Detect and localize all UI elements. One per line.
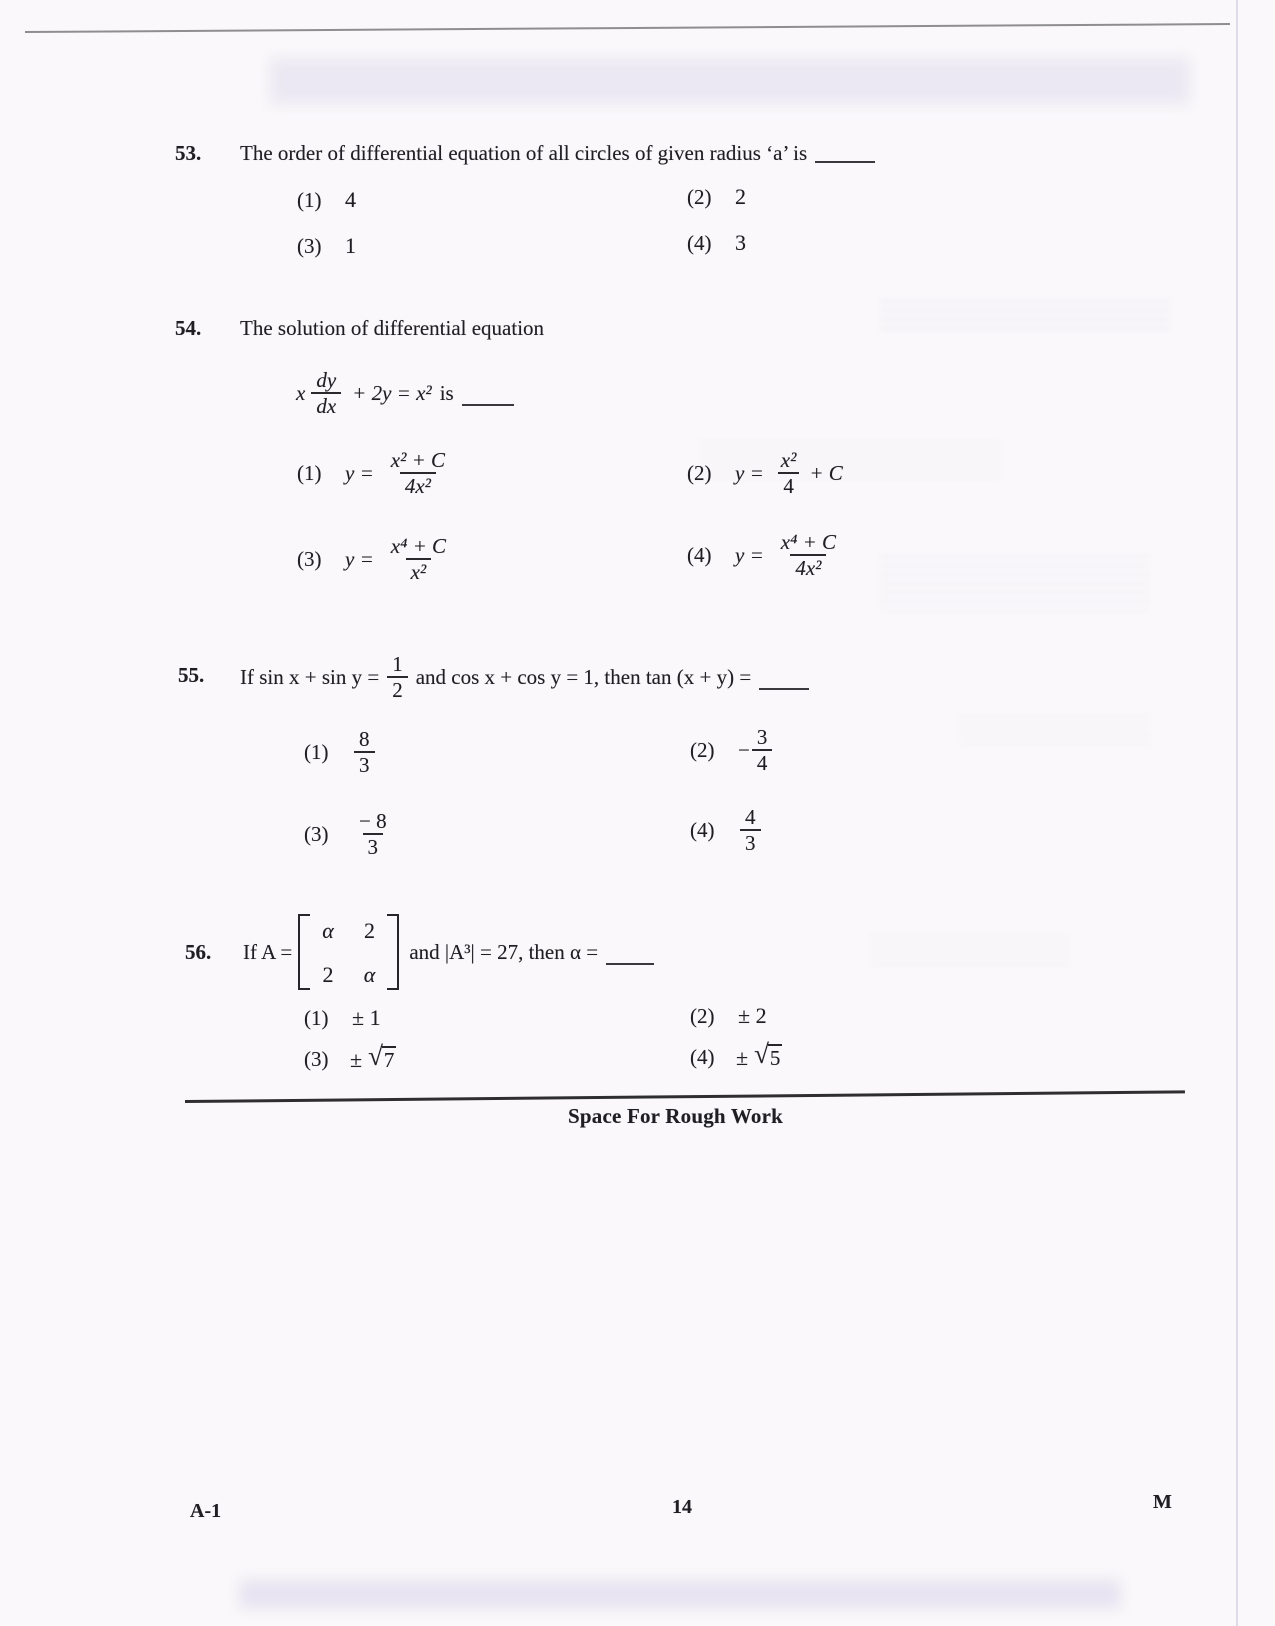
rough-work-heading: Space For Rough Work (568, 1104, 784, 1128)
question-text-after: and |A³| = 27, then α = (409, 939, 599, 964)
fraction-denominator: x² (406, 558, 432, 584)
option-1 (297, 187, 356, 213)
radicand: 5 (769, 1046, 781, 1070)
option-3 (297, 534, 465, 584)
option-1 (297, 448, 464, 498)
option-label: (1) (304, 739, 329, 764)
question-text: The solution of differential equation (240, 316, 545, 340)
option-3 (304, 809, 394, 859)
fraction-denominator: 4 (778, 472, 799, 498)
option-value: 2 (735, 184, 746, 209)
fraction (752, 725, 773, 775)
show-through-band-bottom (240, 1580, 1120, 1608)
fraction-numerator: x⁴ + C (780, 530, 837, 554)
show-through-artifact (960, 715, 1150, 745)
equation-lead: x (296, 380, 306, 405)
option-label: (1) (297, 460, 322, 485)
option-sign: − (738, 737, 750, 762)
option-label: (4) (690, 1045, 715, 1069)
option-2 (687, 184, 746, 210)
option-2 (690, 725, 774, 775)
option-2 (687, 448, 843, 498)
option-label: (3) (297, 546, 322, 571)
fraction-numerator: 8 (359, 727, 370, 751)
option-label: (2) (687, 460, 712, 485)
rough-work-divider-line (185, 1090, 1185, 1103)
fraction-numerator: x² + C (390, 448, 446, 472)
fraction-numerator: − 8 (359, 809, 387, 833)
option-4 (687, 230, 746, 256)
fraction-numerator: 3 (756, 725, 768, 749)
fraction (776, 530, 841, 580)
equation-rest: + 2y = x² (352, 380, 432, 405)
answer-blank (462, 404, 514, 406)
show-through-artifact (870, 935, 1070, 965)
scan-top-edge-line (25, 23, 1230, 33)
question-text-row (243, 912, 654, 992)
answer-blank (815, 161, 875, 163)
equation-rest-text: is (439, 380, 454, 405)
matrix-cell: 2 (322, 962, 334, 987)
matrix-cell: α (322, 918, 334, 943)
plus-minus-sign: ± (736, 1044, 749, 1070)
fraction (387, 652, 408, 702)
option-label: (4) (690, 817, 715, 842)
fraction (776, 448, 802, 498)
option-3 (297, 233, 356, 259)
fraction-denominator: 3 (740, 829, 761, 855)
fraction-denominator: 4 (752, 749, 773, 775)
fraction (354, 727, 375, 777)
footer-series-code: M (1153, 1491, 1172, 1513)
footer-page-number: 14 (672, 1496, 692, 1518)
radicand: 7 (383, 1048, 395, 1072)
matrix-left-bracket (298, 914, 310, 990)
answer-blank (606, 963, 654, 965)
option-4 (690, 1039, 782, 1071)
question-number: 53. (175, 141, 202, 165)
option-value: 3 (735, 230, 746, 255)
scan-right-page-edge (1236, 0, 1238, 1626)
plus-minus-sign: ± (350, 1046, 363, 1072)
option-1 (304, 1005, 381, 1031)
option-4 (690, 805, 763, 855)
option-lhs: y = (345, 460, 374, 485)
show-through-artifact (880, 555, 1150, 611)
question-text-before: If A = (243, 939, 293, 964)
matrix (298, 914, 399, 990)
fraction-numerator: 1 (392, 651, 403, 676)
fraction-denominator: 4x² (400, 472, 436, 498)
matrix-right-bracket (387, 914, 399, 990)
matrix-cell: α (363, 962, 376, 987)
option-2 (690, 1003, 767, 1029)
fraction (311, 368, 341, 418)
question-number: 55. (178, 663, 205, 687)
question-number: 54. (175, 316, 202, 340)
option-label: (1) (297, 188, 322, 212)
option-label: (2) (687, 185, 712, 209)
option-lhs: y = (735, 460, 764, 485)
fraction-denominator: 4x² (790, 554, 826, 580)
option-label: (1) (304, 1006, 329, 1030)
fraction (354, 809, 392, 859)
radical-icon: √ (754, 1039, 769, 1069)
footer-set-code: A-1 (190, 1500, 222, 1522)
fraction-numerator: x⁴ + C (390, 534, 447, 558)
option-label: (3) (297, 234, 322, 258)
fraction (740, 805, 761, 855)
question-text-row (240, 646, 809, 708)
answer-blank (759, 688, 809, 690)
question-text: The order of differential equation of all circles of given radius ‘a’ is (240, 141, 808, 165)
show-through-artifact (880, 300, 1170, 336)
option-3 (304, 1041, 396, 1073)
fraction-denominator: 3 (363, 833, 384, 859)
option-suffix: + C (809, 460, 843, 485)
fraction-numerator: dy (316, 368, 337, 392)
option-label: (2) (690, 737, 715, 762)
fraction-denominator: 2 (387, 676, 408, 702)
option-label: (4) (687, 542, 712, 567)
question-number: 56. (185, 940, 212, 964)
question-equation (296, 368, 514, 418)
option-label: (3) (304, 1047, 329, 1071)
fraction-numerator: 4 (745, 805, 756, 829)
option-value: 4 (345, 187, 356, 212)
option-4 (687, 530, 855, 580)
option-lhs: y = (735, 542, 764, 567)
option-lhs: y = (345, 546, 374, 571)
option-label: (2) (690, 1004, 715, 1028)
matrix-cell: 2 (364, 918, 376, 943)
fraction-denominator: dx (311, 392, 341, 418)
fraction (386, 448, 450, 498)
radical-icon: √ (368, 1041, 383, 1071)
question-text-after: and cos x + cos y = 1, then tan (x + y) = (415, 664, 752, 689)
show-through-band-top (270, 58, 1190, 104)
option-label: (4) (687, 231, 712, 255)
question-text-before: If sin x + sin y = (240, 664, 380, 689)
square-root (362, 1041, 396, 1073)
option-value: ± 2 (738, 1003, 767, 1028)
option-value: 1 (345, 233, 356, 258)
option-label: (3) (304, 821, 329, 846)
square-root (748, 1039, 782, 1071)
fraction-denominator: 3 (354, 751, 375, 777)
fraction-numerator: x² (780, 448, 797, 472)
option-value: ± 1 (352, 1005, 381, 1030)
option-1 (304, 727, 377, 777)
fraction (386, 534, 451, 584)
